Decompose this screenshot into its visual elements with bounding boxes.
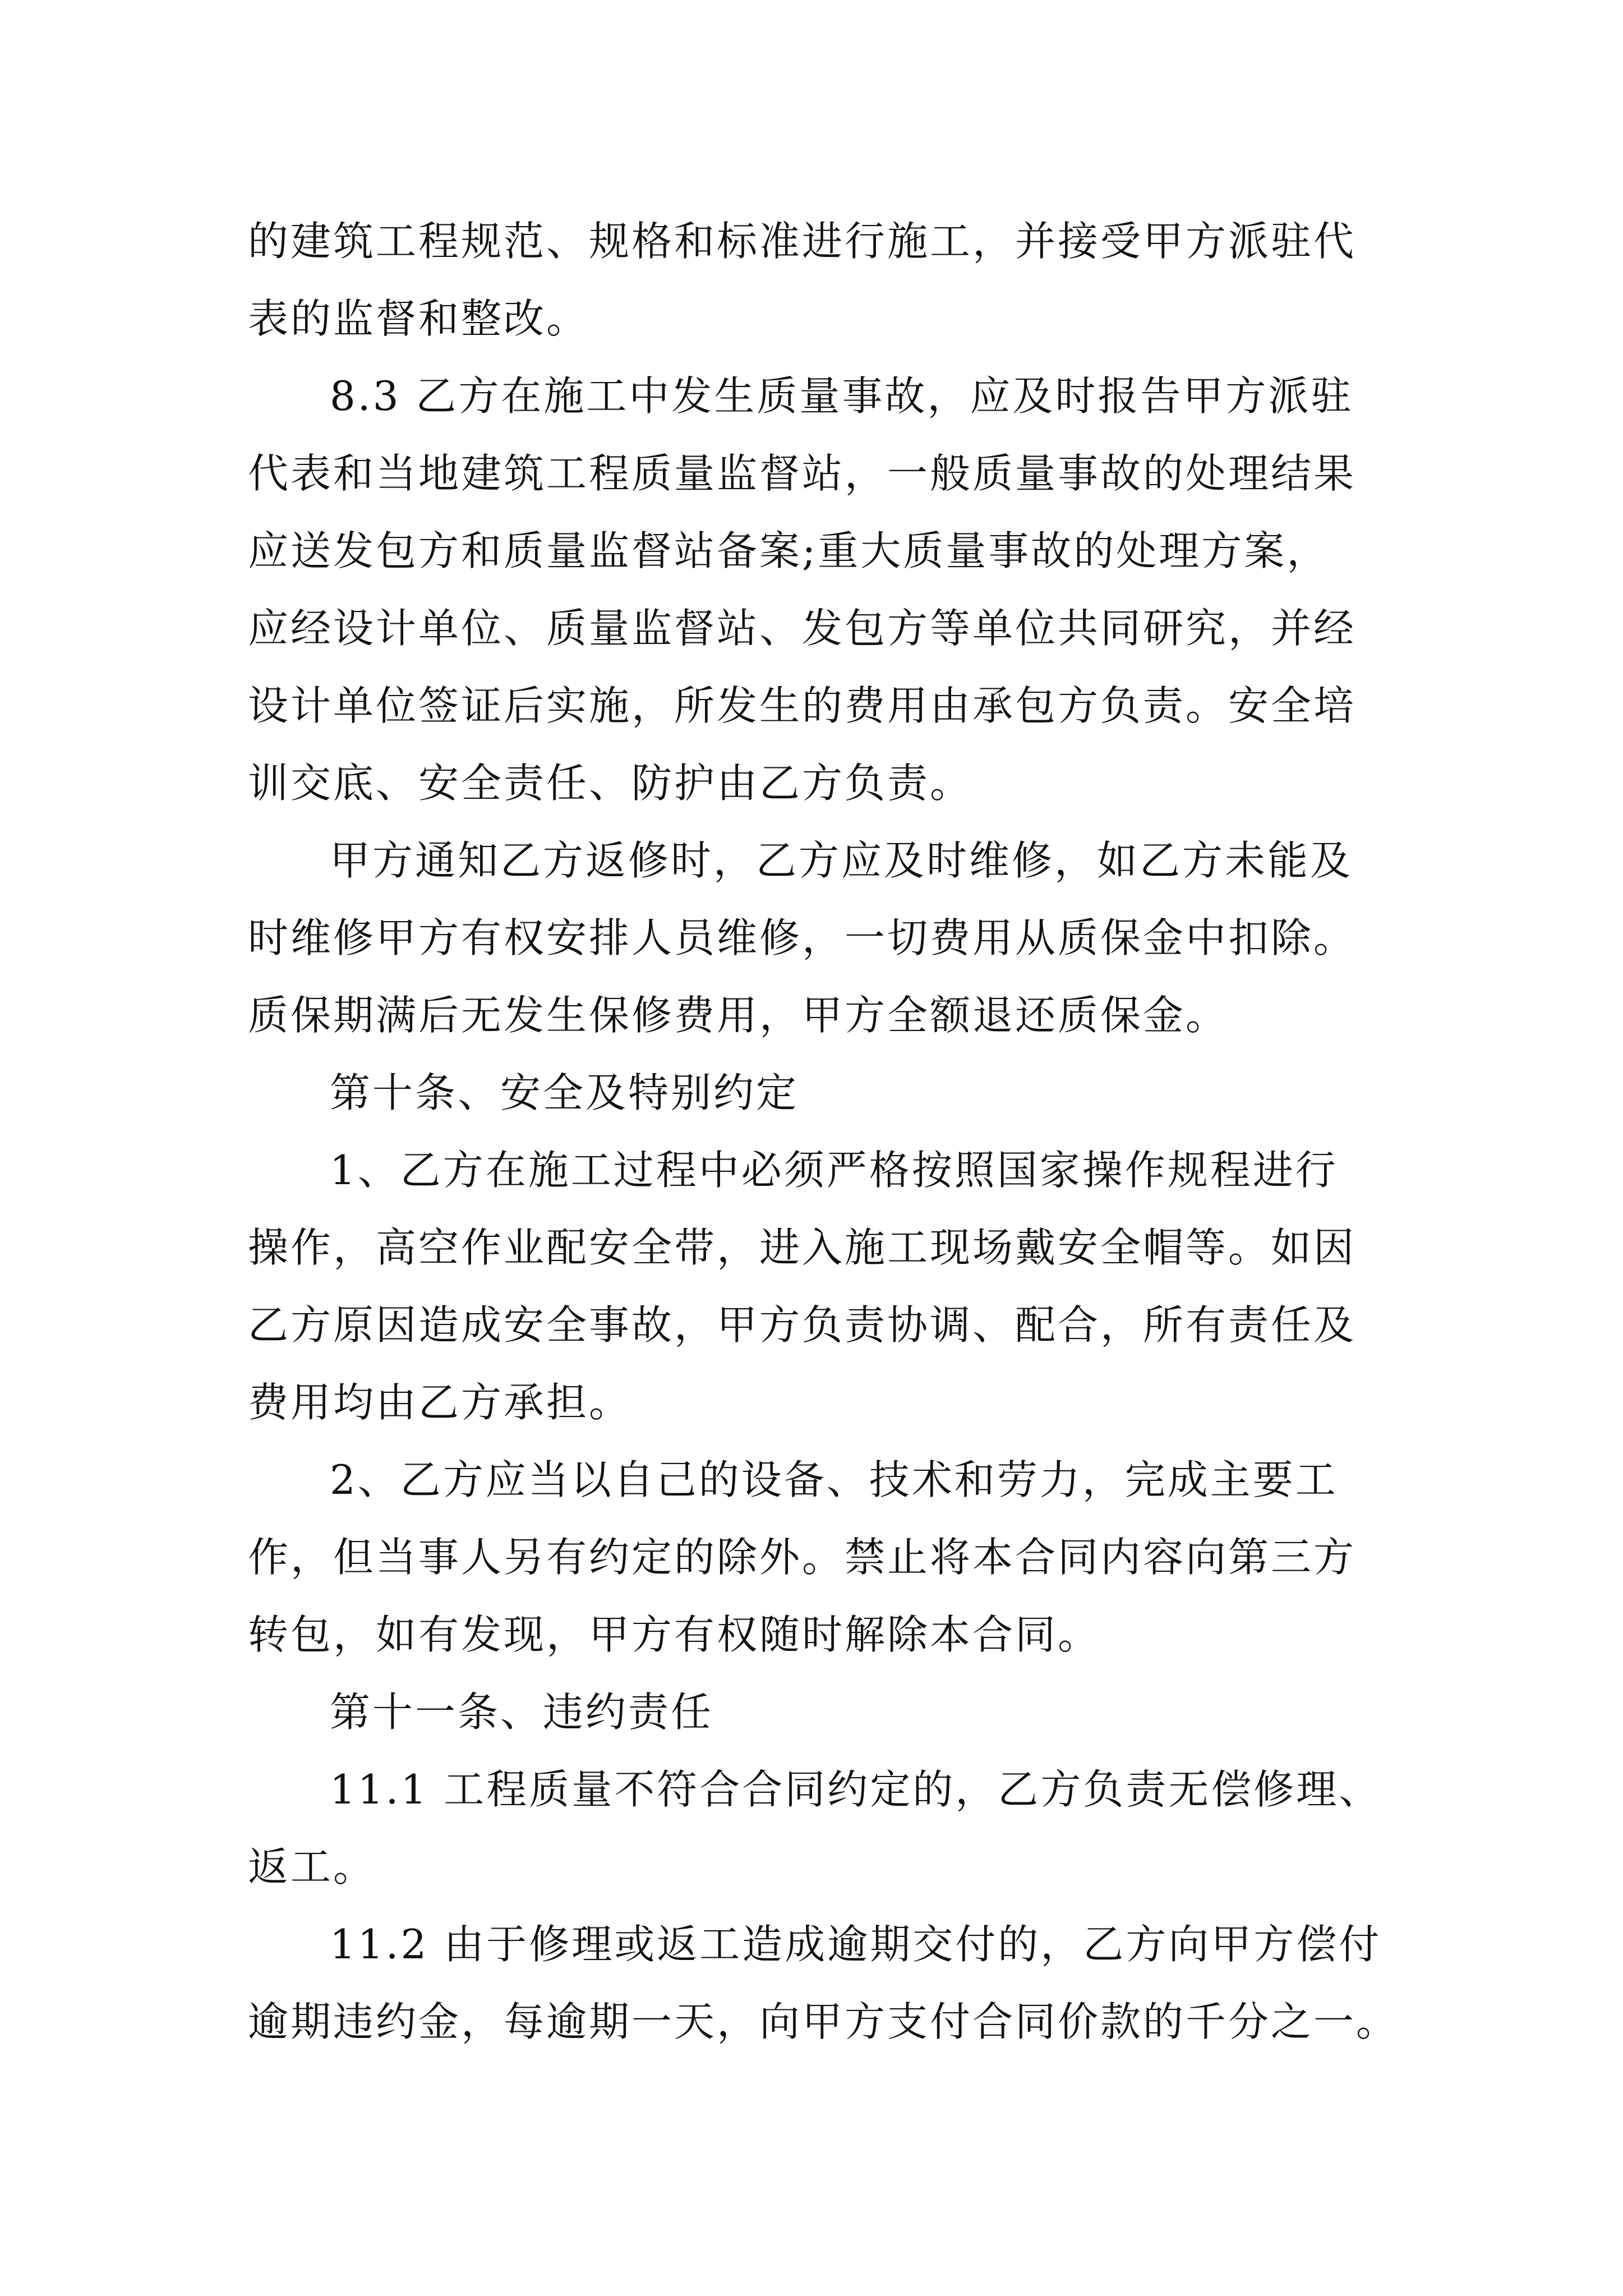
clause-2-start: 2、乙方应当以自己的设备、技术和劳力，完成主要工 xyxy=(330,1456,1338,1503)
clause-11-1-start: 11.1 工程质量不符合合同约定的，乙方负责无偿修理、 xyxy=(330,1766,1382,1813)
body-line: 代表和当地建筑工程质量监督站，一般质量事故的处理结果 xyxy=(248,450,1357,497)
clause-11-2-start: 11.2 由于修理或返工造成逾期交付的，乙方向甲方偿付 xyxy=(330,1921,1382,1968)
body-line: 返工。 xyxy=(248,1843,376,1890)
section-heading-11: 第十一条、违约责任 xyxy=(330,1688,714,1736)
section-heading-10: 第十条、安全及特别约定 xyxy=(330,1069,799,1116)
body-line: 作，但当事人另有约定的除外。禁止将本合同内容向第三方 xyxy=(248,1534,1357,1581)
body-line: 逾期违约金，每逾期一天，向甲方支付合同价款的千分之一。 xyxy=(248,1998,1399,2045)
body-line: 时维修甲方有权安排人员维修，一切费用从质保金中扣除。 xyxy=(248,914,1357,961)
body-line: 操作，高空作业配安全带，进入施工现场戴安全帽等。如因 xyxy=(248,1224,1357,1271)
body-line: 转包，如有发现，甲方有权随时解除本合同。 xyxy=(248,1611,1101,1658)
body-line: 表的监督和整改。 xyxy=(248,295,589,342)
paragraph-8-3-start: 8.3 乙方在施工中发生质量事故，应及时报告甲方派驻 xyxy=(330,372,1354,420)
body-line: 应经设计单位、质量监督站、发包方等单位共同研究，并经 xyxy=(248,605,1357,652)
body-line: 质保期满后无发生保修费用，甲方全额退还质保金。 xyxy=(248,992,1229,1039)
body-line: 训交底、安全责任、防护由乙方负责。 xyxy=(248,760,973,807)
body-line: 设计单位签证后实施，所发生的费用由承包方负责。安全培 xyxy=(248,682,1357,729)
paragraph-repair-start: 甲方通知乙方返修时，乙方应及时维修，如乙方未能及 xyxy=(330,837,1353,884)
body-line: 费用均由乙方承担。 xyxy=(248,1379,632,1426)
body-line: 的建筑工程规范、规格和标准进行施工，并接受甲方派驻代 xyxy=(248,218,1357,265)
body-line: 应送发包方和质量监督站备案;重大质量事故的处理方案， xyxy=(248,527,1330,574)
clause-1-start: 1、乙方在施工过程中必须严格按照国家操作规程进行 xyxy=(330,1147,1338,1194)
body-line: 乙方原因造成安全事故，甲方负责协调、配合，所有责任及 xyxy=(248,1301,1357,1349)
